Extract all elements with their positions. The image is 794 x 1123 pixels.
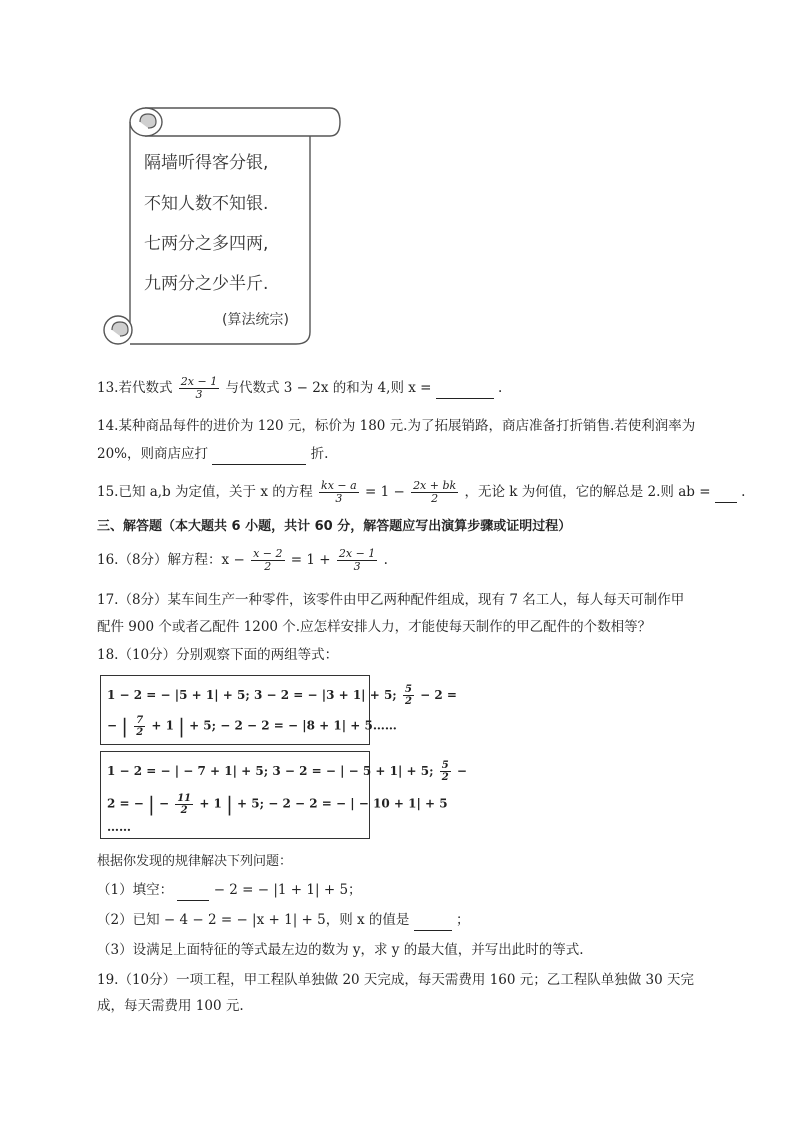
q16-eq: = 1 + [290,552,331,568]
box1-abs-right: | [178,714,185,738]
box1-line-1 [107,684,457,707]
q13-frac-num: 2x − 1 [180,375,218,388]
box2-line-1 [107,760,467,783]
q16-fraction-1 [251,548,284,573]
q18-rule-text: 根据你发现的规律解决下列问题： [97,854,293,869]
box2-line2-mid: + 1 [199,796,222,811]
box1-line1-end: − 2 = [420,688,457,702]
question-15 [97,480,745,505]
question-13 [97,376,502,401]
box1-l2-frac-den: 2 [136,726,144,738]
question-16 [97,548,388,573]
scroll-line-3: 七两分之多四两, [144,234,269,254]
q14-line2-prefix: 20%，则商店应打 [97,446,209,462]
box2-fraction [440,760,451,783]
q15-eq: = 1 − [364,484,405,500]
q15-suffix: ，无论 k 为何值，它的解总是 2.则 ab = [464,484,711,500]
box2-abs-right: | [226,792,233,816]
equation-box-1 [100,675,457,745]
q15-prefix: 15.已知 a,b 为定值，关于 x 的方程 [97,484,313,500]
box2-line1-end: − [456,764,467,778]
q15-end: . [741,484,746,500]
scroll-line-2: 不知人数不知银. [144,194,269,214]
scroll-line-4: 九两分之少半斤. [144,274,269,294]
box1-line1-text: 1 − 2 = − |5 + 1| + 5; 3 − 2 = − |3 + 1| + 5; [107,688,397,702]
box1-frac-den: 2 [404,696,412,707]
box1-line2-end: + 5; − 2 − 2 = − |8 + 1| + 5…… [189,718,397,733]
q18-p2-answer-blank[interactable] [414,910,452,931]
question-17-line-1: 17.（8分）某车间生产一种零件，该零件由甲乙两种配件组成，现有 7 名工人，每人每天可制作甲 [97,592,685,608]
box2-minus: − [158,796,170,811]
box1-abs-left: | [121,714,128,738]
q18-p1-answer-blank[interactable] [177,880,209,901]
q16-end: . [383,552,388,568]
box2-abs-left: | [148,792,155,816]
question-19-line-1: 19.（10分）一项工程，甲工程队单独做 20 天完成，每天需费用 160 元；乙工程队单独做 30 天完 [97,972,695,988]
box1-fraction [403,684,414,707]
question-19-line-2: 成，每天需费用 100 元. [97,998,244,1014]
question-17-line-2: 配件 900 个或者乙配件 1200 个.应怎样安排人力，才能使每天制作的甲乙配件的个数相等？ [97,619,652,635]
q15-f2-num: 2x + bk [413,479,457,492]
section-3-heading: 三、解答题（本大题共 6 小题，共计 60 分，解答题应写出演算步骤或证明过程） [97,519,572,534]
q15-fraction-2 [411,480,458,505]
box1-line2-fraction [134,715,145,738]
q13-mid: 与代数式 3 − 2x 的和为 4,则 x = [225,380,432,396]
box2-line2-end: + 5; − 2 − 2 = − | − 10 + 1| + 5 [237,796,448,811]
q14-answer-blank[interactable] [212,444,306,465]
box2-line1-text: 1 − 2 = − | − 7 + 1| + 5; 3 − 2 = − | − 5 + 1| + 5; [107,764,434,778]
box1-frac-num: 5 [404,684,412,695]
box2-line-3: …… [107,820,131,834]
q18-part-3: （3）设满足上面特征的等式最左边的数为 y，求 y 的最大值，并写出此时的等式. [97,942,584,958]
q16-f1-num: x − 2 [253,547,283,560]
q15-fraction-1 [319,480,359,505]
box2-l2-frac-den: 2 [180,804,188,816]
question-14-line-2 [97,444,328,465]
box2-line2-fraction [175,793,193,816]
box1-line2-start: − [107,718,118,733]
q18-p2-prefix: （2）已知 − 4 − 2 = − |x + 1| + 5，则 x 的值是 [97,912,410,928]
box2-line-2 [107,792,448,816]
scroll-line-1: 隔墙听得客分银, [144,153,269,173]
box1-l2-frac-num: 7 [136,714,144,726]
q14-line2-suffix: 折. [310,446,329,462]
q16-f2-num: 2x − 1 [338,547,376,560]
box1-line-2 [107,714,397,738]
q15-answer-blank[interactable] [715,482,737,503]
box1-line2-mid: + 1 [151,718,174,733]
q16-fraction-2 [337,548,377,573]
q13-answer-blank[interactable] [436,378,494,399]
scroll-source: (算法统宗) [222,312,289,328]
q16-f2-den: 3 [353,560,361,573]
q18-p1-suffix: − 2 = − |1 + 1| + 5； [213,882,362,898]
q16-prefix: 16.（8分）解方程：x − [97,552,245,568]
equation-box-2 [100,751,467,839]
box2-frac-den: 2 [441,772,449,783]
q13-frac-den: 3 [195,388,203,401]
q15-f2-den: 2 [431,492,439,505]
q15-f1-num: kx − a [321,479,357,492]
box2-frac-num: 5 [441,760,449,771]
box2-line2-start: 2 = − [107,796,144,811]
question-14-line-1: 14.某种商品每件的进价为 120 元，标价为 180 元.为了拓展销路，商店准备打折销售.若使利润率为 [97,418,696,434]
q13-prefix: 13.若代数式 [97,380,173,396]
q15-f1-den: 3 [335,492,343,505]
q16-f1-den: 2 [264,560,272,573]
q13-fraction [179,376,219,401]
q18-part-1 [97,880,362,901]
q18-part-2 [97,910,470,931]
q18-p1-prefix: （1）填空： [97,882,174,898]
question-18-title: 18.（10分）分别观察下面的两组等式： [97,647,339,663]
box2-l2-frac-num: 11 [177,792,192,804]
q18-p2-suffix: ； [456,912,470,928]
q13-suffix: . [498,380,503,396]
